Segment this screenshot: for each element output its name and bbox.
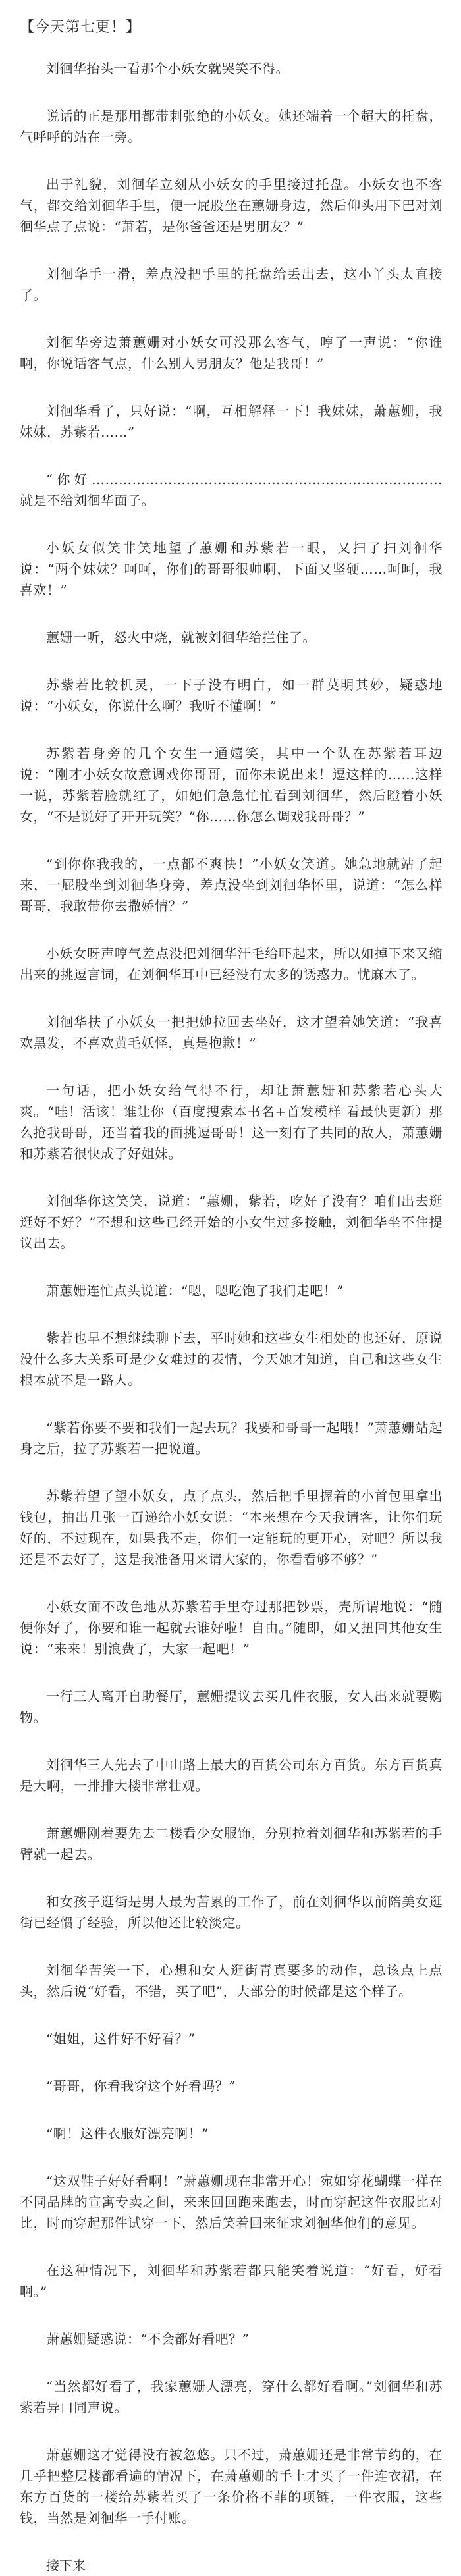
paragraph: “哥哥，你看我穿这个好看吗？” [46, 2078, 236, 2094]
paragraph: 刘徊华三人先去了中山路上最大的百货公司东方百货。东方百货真是大啊，一排排大楼非常壮观。 [20, 1757, 443, 1794]
paragraph: “姐姐，这件好不好看？” [46, 2031, 196, 2047]
paragraph: 出于礼貌，刘徊华立刻从小妖女的手里接过托盘。小妖女也不客气，都交给刘徊华手里，便一屁股坐在蕙姗身边，然后仰头用下巴对刘徊华点了点说：“萧若，是你爸爸还是男朋友？” [20, 176, 443, 234]
paragraph: 小妖女呀声哼气差点没把刘徊华汗毛给吓起来，所以如掉下来又缩出来的挑逗言词，在刘徊华耳中已经没有太多的诱惑力。忧麻木了。 [20, 946, 443, 982]
paragraph: 一句话，把小妖女给气得不行，却让萧蕙姗和苏紫若心头大爽。“哇！活该！谁让你（百度搜索本书名+首发模样 看最快更新）那么抢我哥哥，还当着我的面挑逗哥哥！这一刻有了共同的敌人，萧蕙姗和苏紫若很快成了好姐妹。 [20, 1083, 443, 1162]
paragraph: “啊！这件衣服好漂亮啊！” [46, 2126, 209, 2141]
paragraph: “这双鞋子好好看啊！”萧蕙姗现在非常开心！宛如穿花蝴蝶一样在不同品牌的宣寓专卖之间，来来回回跑来跑去，时而穿起这件衣服比对比，时而穿起那件试穿一下，然后笑着回来征求刘徊华他们的意见。 [20, 2173, 443, 2231]
paragraph: 萧蕙姗连忙点头说道：“嗯，嗯吃饱了我们走吧！” [46, 1283, 344, 1299]
paragraph: 说话的正是那用都带刺张绝的小妖女。她还端着一个超大的托盘，气呼呼的站在一旁。 [20, 108, 443, 145]
paragraph: 小妖女似笑非笑地望了蕙姗和苏紫若一眼，又扫了扫刘徊华说：“两个妹妹？呵呵，你们的哥哥很帅啊，下面又坚硬……呵呵，我喜欢！” [20, 540, 443, 598]
paragraph: 刘徊华扶了小妖女一把把她拉回去坐好，这才望着她笑道：“我喜欢黑发，不喜欢黄毛妖怪，真是抱歉！” [20, 1014, 443, 1051]
paragraph: 萧蕙姗刚着要先去二楼看少女服饰，分别拉着刘徊华和苏紫若的手臂就一起去。 [20, 1825, 443, 1862]
paragraph: 苏紫若身旁的几个女生一通嬉笑，其中一个队在苏紫若耳边说：“刚才小妖女故意调戏你哥哥，而你未说出来！逗这样的……这样一说，苏紫若脸就红了，如她们急急忙忙看到刘徊华，然后瞪着小妖女，“不是说好了开开玩笑？”你……你怎么调戏我哥哥？” [20, 745, 443, 824]
paragraph: 刘徊华抬头一看那个小妖女就哭笑不得。 [46, 61, 289, 76]
paragraph: 一行三人离开自助餐厅，蕙姗提议去买几件衣服，女人出来就要购物。 [20, 1688, 443, 1725]
paragraph: 刘徊华你这笑笑，说道：“蕙姗，紫若，吃好了没有？咱们出去逛逛好不好？”不想和这些已经开始的小女生过多接触，刘徊华坐不住提议出去。 [20, 1193, 443, 1251]
paragraph: 刘徊华看了，只好说：“啊，互相解释一下！我妹妹，萧蕙姗，我妹妹，苏紫若……” [20, 403, 443, 440]
article-body [20, 58, 443, 2529]
chapter-title: 【今天第七更！】 [20, 19, 142, 36]
paragraph: 紫若也早不想继续聊下去，平时她和这些女生相处的也还好，原说没什么多大关系可是少女难过的表情，今天她才知道，自己和这些女生根本就不是一路人。 [20, 1330, 443, 1388]
paragraph: 蕙姗一听，怒火中烧，就被刘徊华给拦住了。 [46, 630, 316, 645]
paragraph: “当然都好看了，我家蕙姗人漂亮，穿什么都好看啊。”刘徊华和苏紫若异口同声说。 [20, 2378, 443, 2415]
paragraph: 刘徊华苦笑一下，心想和女人逛街青真要多的动作，总该点上点头，然后说“好看，不错，买了吧”，大部分的时候都是这个样子。 [20, 1962, 443, 1999]
paragraph: 小妖女面不改色地从苏紫若手里夺过那把钞票，壳所谓地说：“随便你好了，你要和谁一起就去谁好啦！自由。”随即，如又扭回其他女生说：“来来！别浪费了，大家一起吧！” [20, 1599, 443, 1657]
paragraph: 和女孩子逛街是男人最为苦累的工作了，前在刘徊华以前陪美女逛街已经惯了经验，所以他还比较淡定。 [20, 1894, 443, 1931]
paragraph: “紫若你要不要和我们一起去玩？我要和哥哥一起哦！”萧蕙姗站起身之后，拉了苏紫若一把说道。 [20, 1420, 443, 1457]
paragraph: 在这种情况下，刘徊华和苏紫若都只能笑着说道：“好看，好看啊。” [20, 2263, 443, 2299]
next-section-label: 接下来 [46, 2558, 86, 2573]
paragraph: 刘徊华旁边萧蕙姗对小妖女可没那么客气，哼了一声说：“你谁啊，你说话客气点，什么别人男朋友？他是我哥！” [20, 335, 443, 371]
paragraph: 萧蕙姗这才觉得没有被忽悠。只不过，萧蕙姗还是非常节约的，在几乎把整层楼都看遍的情况下，在萧蕙姗的手上才买了一件连衣裙，在东方百货的一楼给苏紫若买了一条价格不菲的项链，一件衣服，这些钱，当然是刘徊华一手付账。 [20, 2447, 443, 2526]
paragraph: 刘徊华手一滑，差点没把手里的托盘给丢出去，这小丫头太直接了。 [20, 266, 443, 303]
paragraph: 苏紫若比较机灵，一下子没有明白，如一群莫明其妙，疑惑地说：“小妖女，你说什么啊？我听不懂啊！” [20, 677, 443, 714]
paragraph: 苏紫若望了望小妖女，点了点头，然后把手里握着的小首包里拿出钱包，抽出几张一百递给小妖女说：“本来想在今天我请客，让你们玩好的，不过现在，如果我不走，你们一定能玩的更开心，对吧？所以我还是不去好了，这是我准备用来请大家的，你看看够不够？” [20, 1488, 443, 1567]
paragraph: “你好……………………………………………………………………就是不给刘徊华面子。 [20, 471, 443, 508]
paragraph: “到你你我我的，一点都不爽快！”小妖女笑道。她急地就站了起来，一屁股坐到刘徊华身旁，差点没坐到刘徊华怀里，说道：“怎么样哥哥，我敢带你去撒娇情？” [20, 856, 443, 914]
paragraph: 萧蕙姗疑惑说：“不会都好看吧？” [46, 2331, 250, 2347]
